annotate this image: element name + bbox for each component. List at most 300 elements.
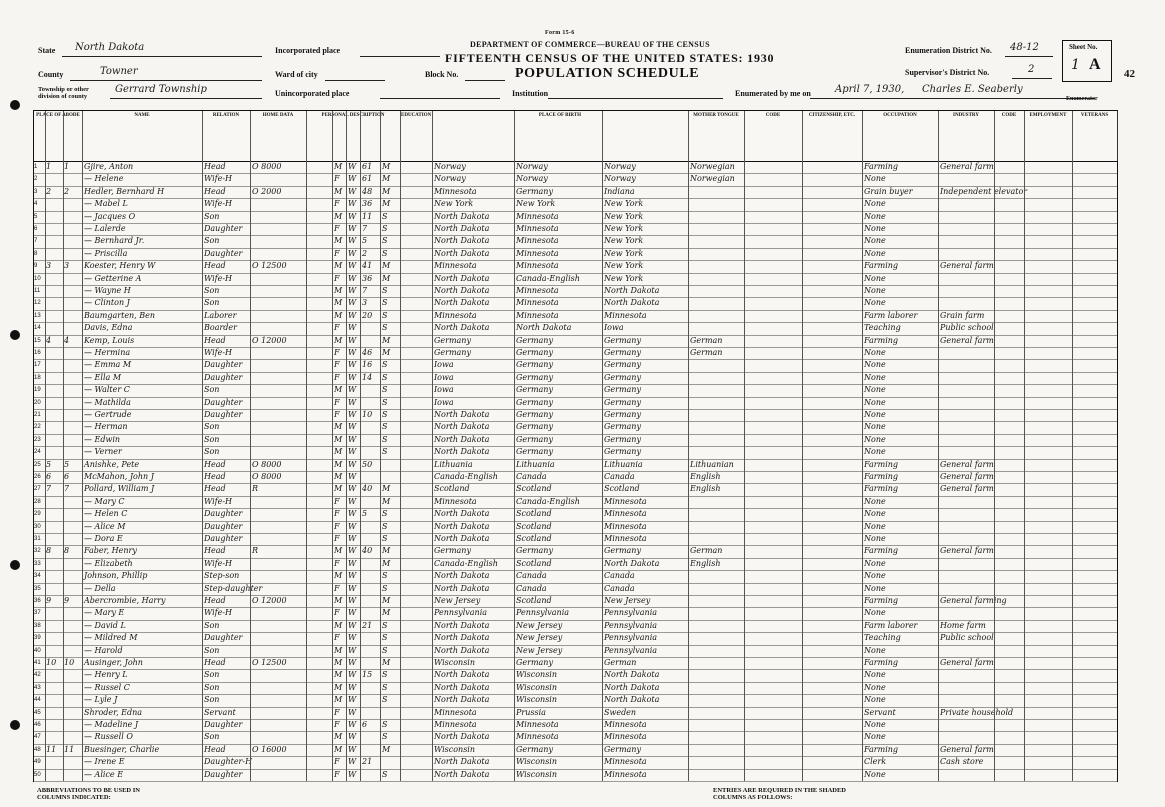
cell-n: 8 bbox=[34, 250, 38, 257]
cell-race: W bbox=[348, 472, 357, 481]
cell-age bbox=[362, 607, 380, 619]
cell-home bbox=[252, 521, 304, 533]
cell-sex: F bbox=[334, 534, 340, 543]
cell-n: 47 bbox=[34, 734, 41, 741]
cell-rel: Son bbox=[204, 211, 220, 221]
table-row bbox=[34, 409, 1117, 422]
enumerator-signature: Charles E. Seaberly bbox=[922, 84, 1023, 95]
cell-ind bbox=[940, 285, 992, 297]
cell-n: 42 bbox=[34, 672, 41, 679]
cell-age: 41 bbox=[362, 261, 373, 271]
sheet-number-box bbox=[1062, 40, 1112, 82]
cell-home bbox=[252, 719, 304, 731]
column-rule bbox=[45, 111, 46, 781]
cell-home bbox=[252, 397, 304, 409]
cell-home bbox=[252, 409, 304, 421]
cell-mbp: New York bbox=[604, 273, 644, 283]
table-row bbox=[34, 297, 1117, 310]
sheet-label: Sheet No. bbox=[1069, 43, 1098, 51]
cell-tongue bbox=[690, 211, 742, 223]
cell-home bbox=[252, 583, 304, 595]
column-rule bbox=[250, 111, 251, 781]
cell-home bbox=[252, 273, 304, 285]
column-rule bbox=[82, 111, 83, 781]
cell-ind bbox=[940, 769, 992, 781]
cell-home bbox=[252, 248, 304, 260]
cell-occ: Farming bbox=[864, 459, 899, 469]
cell-name: — Alice E bbox=[84, 769, 124, 779]
cell-bp: North Dakota bbox=[434, 236, 490, 246]
cell-name: — Helen C bbox=[84, 509, 128, 519]
column-header-label: VETERANS bbox=[1080, 113, 1109, 118]
cell-occ: Teaching bbox=[864, 633, 901, 643]
cell-home bbox=[252, 173, 304, 185]
table-row bbox=[34, 744, 1117, 757]
cell-name: — Bernhard Jr. bbox=[84, 236, 145, 246]
column-rule bbox=[332, 111, 333, 781]
cell-tongue bbox=[690, 223, 742, 235]
cell-ind: Independent elevator bbox=[940, 186, 1028, 196]
cell-n: 6 bbox=[34, 226, 38, 232]
cell-race: W bbox=[348, 360, 357, 370]
cell-n: 5 bbox=[34, 213, 38, 220]
cell-dw bbox=[46, 347, 62, 359]
cell-ind bbox=[940, 694, 992, 706]
cell-home: O 2000 bbox=[252, 186, 282, 196]
cell-fbp: New Jersey bbox=[516, 633, 563, 643]
cell-ind: General farm bbox=[940, 658, 994, 667]
cell-rel: Daughter bbox=[204, 397, 243, 407]
cell-occ: None bbox=[864, 410, 886, 419]
cell-home bbox=[252, 756, 304, 768]
cell-race: W bbox=[348, 620, 357, 630]
cell-dw: 7 bbox=[46, 484, 52, 494]
cell-sex: M bbox=[334, 434, 343, 444]
cell-sex: M bbox=[334, 261, 343, 271]
cell-race: W bbox=[348, 571, 357, 581]
cell-n: 7 bbox=[34, 238, 38, 245]
cell-tongue bbox=[690, 769, 742, 781]
cell-home: O 12000 bbox=[252, 596, 287, 605]
cell-mbp: Norway bbox=[604, 174, 636, 184]
cell-race: W bbox=[348, 521, 357, 531]
cell-n: 21 bbox=[34, 412, 41, 418]
cell-home bbox=[252, 446, 304, 458]
cell-occ: None bbox=[864, 422, 886, 432]
cell-fbp: Minnesota bbox=[516, 732, 559, 742]
cell-mbp: Lithuania bbox=[604, 459, 643, 469]
cell-dw bbox=[46, 756, 62, 768]
column-rule bbox=[380, 111, 381, 781]
cell-occ: None bbox=[864, 769, 886, 779]
cell-tongue bbox=[690, 682, 742, 694]
cell-age bbox=[362, 335, 380, 347]
cell-mar: S bbox=[382, 682, 388, 692]
column-header-label: INDUSTRY bbox=[953, 113, 979, 118]
column-header-label: NAME bbox=[134, 113, 150, 118]
cell-tongue bbox=[690, 496, 742, 508]
cell-n: 12 bbox=[34, 300, 41, 307]
cell-bp: North Dakota bbox=[434, 323, 490, 333]
cell-mbp: Pennsylvania bbox=[604, 633, 658, 643]
cell-dw bbox=[46, 521, 62, 533]
cell-bp: North Dakota bbox=[434, 434, 490, 444]
cell-sex: M bbox=[334, 695, 343, 705]
cell-dw: 10 bbox=[46, 658, 57, 667]
cell-fam bbox=[64, 384, 80, 396]
cell-bp: North Dakota bbox=[434, 620, 490, 630]
cell-fbp: Minnesota bbox=[516, 211, 559, 221]
cell-mar: M bbox=[382, 744, 391, 754]
cell-mbp: North Dakota bbox=[604, 670, 660, 680]
cell-n: 20 bbox=[34, 399, 41, 406]
cell-name: — Harold bbox=[84, 645, 123, 655]
cell-fam bbox=[64, 645, 80, 657]
cell-sex: F bbox=[334, 583, 340, 593]
cell-rel: Wife-H bbox=[204, 273, 233, 283]
column-rule bbox=[994, 111, 995, 781]
cell-mar bbox=[382, 707, 396, 719]
cell-fbp: Germany bbox=[516, 335, 553, 345]
cell-occ: None bbox=[864, 385, 886, 395]
cell-ind: General farming bbox=[940, 596, 1007, 605]
cell-occ: Servant bbox=[864, 707, 896, 717]
cell-dw bbox=[46, 620, 62, 632]
supervisor-label: Supervisor's District No. bbox=[905, 68, 990, 77]
cell-n: 9 bbox=[34, 263, 38, 270]
cell-dw: 3 bbox=[46, 261, 52, 271]
cell-age: 11 bbox=[362, 211, 373, 221]
column-rule bbox=[514, 111, 515, 781]
cell-dw bbox=[46, 731, 62, 743]
cell-mbp: Minnesota bbox=[604, 509, 647, 519]
cell-fam bbox=[64, 397, 80, 409]
cell-name: Abercrombie, Harry bbox=[84, 596, 166, 605]
cell-home bbox=[252, 434, 304, 446]
column-rule bbox=[1072, 111, 1073, 781]
cell-mbp: North Dakota bbox=[604, 695, 660, 705]
county-label: County bbox=[38, 70, 64, 79]
cell-dw bbox=[46, 198, 62, 210]
cell-dw bbox=[46, 211, 62, 223]
cell-ind bbox=[940, 533, 992, 545]
cell-fam bbox=[64, 533, 80, 545]
cell-tongue: German bbox=[690, 335, 723, 345]
cell-rel: Daughter bbox=[204, 720, 243, 729]
township-label: Township or other division of county bbox=[38, 86, 89, 100]
cell-sex: M bbox=[334, 484, 343, 494]
cell-rel: Daughter bbox=[204, 224, 243, 233]
cell-bp: North Dakota bbox=[434, 521, 490, 531]
cell-age: 7 bbox=[362, 224, 368, 233]
county-value: Towner bbox=[100, 66, 138, 77]
cell-dw: 6 bbox=[46, 472, 52, 481]
cell-sex: M bbox=[334, 620, 343, 630]
cell-tongue bbox=[690, 533, 742, 545]
cell-rel: Head bbox=[204, 459, 226, 469]
cell-n: 35 bbox=[34, 585, 41, 592]
cell-bp: Canada-English bbox=[434, 472, 498, 481]
cell-fbp: Germany bbox=[516, 397, 553, 407]
cell-mar: S bbox=[382, 732, 388, 742]
cell-mar: S bbox=[382, 645, 388, 655]
cell-race: W bbox=[348, 633, 357, 643]
cell-race: W bbox=[348, 695, 357, 705]
column-header bbox=[306, 111, 401, 161]
cell-name: Davis, Edna bbox=[84, 323, 133, 333]
cell-n: 44 bbox=[34, 697, 41, 704]
cell-rel: Son bbox=[204, 385, 220, 395]
cell-rel: Son bbox=[204, 236, 220, 246]
cell-fam bbox=[64, 248, 80, 260]
cell-mbp: Scotland bbox=[604, 484, 640, 494]
cell-rel: Head bbox=[204, 546, 226, 556]
cell-mar: S bbox=[382, 571, 388, 581]
cell-ind bbox=[940, 521, 992, 533]
cell-fbp: Germany bbox=[516, 546, 553, 556]
cell-bp: Germany bbox=[434, 335, 471, 345]
cell-home: O 12500 bbox=[252, 261, 287, 271]
punch-hole bbox=[10, 720, 20, 730]
cell-name: McMahon, John J bbox=[84, 472, 154, 481]
cell-occ: None bbox=[864, 720, 886, 729]
cell-occ: Clerk bbox=[864, 757, 887, 767]
table-row bbox=[34, 335, 1117, 348]
cell-fam bbox=[64, 570, 80, 582]
cell-sex: M bbox=[334, 732, 343, 742]
cell-fbp: Germany bbox=[516, 186, 553, 196]
cell-fam bbox=[64, 285, 80, 297]
cell-dw: 11 bbox=[46, 744, 57, 754]
institution-label: Institution bbox=[512, 89, 549, 98]
cell-rel: Daughter bbox=[204, 633, 243, 643]
column-rule bbox=[1024, 111, 1025, 781]
cell-mar: M bbox=[382, 162, 391, 171]
cell-tongue bbox=[690, 322, 742, 334]
cell-age bbox=[362, 496, 380, 508]
cell-fbp: Norway bbox=[516, 174, 548, 184]
cell-name: Kemp, Louis bbox=[84, 335, 135, 345]
cell-mbp: New York bbox=[604, 248, 644, 258]
cell-mbp: Canada bbox=[604, 472, 635, 481]
unincorporated-label: Unincorporated place bbox=[275, 89, 350, 98]
cell-fbp: Germany bbox=[516, 422, 553, 432]
cell-mbp: Minnesota bbox=[604, 534, 647, 543]
cell-fam: 8 bbox=[64, 546, 70, 556]
cell-sex: F bbox=[334, 707, 340, 717]
cell-rel: Head bbox=[204, 162, 226, 171]
column-header bbox=[802, 111, 863, 161]
cell-occ: None bbox=[864, 695, 886, 705]
cell-fam bbox=[64, 731, 80, 743]
cell-tongue: English bbox=[690, 484, 721, 494]
cell-dw bbox=[46, 570, 62, 582]
cell-name: — Emma M bbox=[84, 360, 132, 370]
cell-rel: Daughter bbox=[204, 509, 243, 519]
cell-ind bbox=[940, 248, 992, 260]
cell-sex: F bbox=[334, 496, 340, 506]
cell-name: — Ella M bbox=[84, 372, 122, 382]
cell-dw bbox=[46, 446, 62, 458]
cell-dw bbox=[46, 607, 62, 619]
cell-fam: 2 bbox=[64, 186, 70, 196]
cell-fam bbox=[64, 607, 80, 619]
cell-mar: S bbox=[382, 447, 388, 457]
cell-mar: M bbox=[382, 273, 391, 283]
cell-occ: None bbox=[864, 682, 886, 692]
table-row bbox=[34, 521, 1117, 534]
column-header bbox=[34, 111, 83, 161]
cell-mar: S bbox=[382, 298, 388, 308]
cell-fbp: Germany bbox=[516, 410, 553, 419]
cell-mar: M bbox=[382, 261, 391, 271]
cell-occ: Farming bbox=[864, 744, 899, 754]
cell-name: — Walter C bbox=[84, 385, 130, 395]
cell-age bbox=[362, 434, 380, 446]
cell-tongue bbox=[690, 669, 742, 681]
cell-sex: M bbox=[334, 186, 343, 196]
cell-age: 3 bbox=[362, 298, 368, 308]
cell-n: 15 bbox=[34, 337, 41, 344]
cell-bp: Minnesota bbox=[434, 310, 477, 320]
cell-tongue bbox=[690, 521, 742, 533]
cell-age: 7 bbox=[362, 286, 368, 295]
cell-race: W bbox=[348, 211, 357, 221]
cell-rel: Daughter bbox=[204, 248, 243, 258]
table-row bbox=[34, 645, 1117, 658]
cell-n: 41 bbox=[34, 660, 41, 666]
cell-n: 27 bbox=[34, 486, 41, 493]
cell-fam: 4 bbox=[64, 335, 70, 345]
cell-fam: 10 bbox=[64, 658, 75, 667]
cell-n: 45 bbox=[34, 709, 41, 716]
cell-sex: M bbox=[334, 298, 343, 308]
cell-home: O 8000 bbox=[252, 472, 282, 481]
cell-fbp: Prussia bbox=[516, 707, 546, 717]
table-row bbox=[34, 384, 1117, 397]
cell-ind: General farm bbox=[940, 744, 994, 754]
cell-mar: S bbox=[382, 521, 388, 531]
table-row bbox=[34, 347, 1117, 360]
cell-fbp: Germany bbox=[516, 434, 553, 444]
table-row bbox=[34, 421, 1117, 434]
cell-name: — Mathilda bbox=[84, 397, 131, 407]
cell-occ: None bbox=[864, 534, 886, 543]
table-row bbox=[34, 707, 1117, 720]
cell-n: 25 bbox=[34, 461, 41, 468]
cell-fbp: Minnesota bbox=[516, 310, 559, 320]
cell-home bbox=[252, 297, 304, 309]
cell-ind: Home farm bbox=[940, 620, 986, 630]
cell-name: Baumgarten, Ben bbox=[84, 310, 156, 320]
table-row bbox=[34, 607, 1117, 620]
cell-occ: None bbox=[864, 496, 886, 506]
table-row bbox=[34, 558, 1117, 571]
column-rule bbox=[346, 111, 347, 781]
cell-home bbox=[252, 359, 304, 371]
cell-bp: Germany bbox=[434, 348, 471, 357]
department-line: DEPARTMENT OF COMMERCE—BUREAU OF THE CENSUS bbox=[470, 40, 710, 49]
cell-occ: Farming bbox=[864, 596, 899, 605]
cell-dw bbox=[46, 583, 62, 595]
cell-occ: None bbox=[864, 236, 886, 246]
cell-tongue bbox=[690, 744, 742, 756]
cell-race: W bbox=[348, 261, 357, 271]
cell-sex: M bbox=[334, 670, 343, 680]
cell-race: W bbox=[348, 645, 357, 655]
cell-fam: 5 bbox=[64, 459, 70, 469]
cell-name: — Clinton J bbox=[84, 298, 130, 308]
cell-tongue: Lithuanian bbox=[690, 459, 734, 469]
cell-ind bbox=[940, 496, 992, 508]
cell-bp: North Dakota bbox=[434, 633, 490, 643]
cell-name: — Verner bbox=[84, 447, 122, 457]
cell-n: 36 bbox=[34, 598, 41, 604]
cell-ind: General farm bbox=[940, 472, 994, 481]
cell-rel: Head bbox=[204, 186, 226, 196]
cell-n: 24 bbox=[34, 449, 41, 456]
cell-rel: Boarder bbox=[204, 323, 237, 333]
block-label: Block No. bbox=[425, 70, 459, 79]
cell-mbp: North Dakota bbox=[604, 682, 660, 692]
cell-ind bbox=[940, 372, 992, 384]
cell-bp: North Dakota bbox=[434, 509, 490, 519]
cell-sex: M bbox=[334, 596, 343, 605]
cell-ind: General farm bbox=[940, 261, 994, 271]
cell-ind: General farm bbox=[940, 459, 994, 469]
cell-rel: Servant bbox=[204, 707, 236, 717]
cell-sex: F bbox=[334, 410, 340, 419]
cell-name: — Russell O bbox=[84, 732, 133, 742]
cell-bp: North Dakota bbox=[434, 695, 490, 705]
cell-fam bbox=[64, 421, 80, 433]
cell-fbp: Germany bbox=[516, 360, 553, 370]
cell-mar: M bbox=[382, 596, 391, 605]
table-row bbox=[34, 620, 1117, 633]
cell-sex: M bbox=[334, 162, 343, 171]
cell-sex: F bbox=[334, 372, 340, 382]
cell-occ: None bbox=[864, 224, 886, 233]
cell-name: Faber, Henry bbox=[84, 546, 137, 556]
cell-fam: 1 bbox=[64, 162, 70, 171]
cell-race: W bbox=[348, 162, 357, 171]
supervisor-value: 2 bbox=[1028, 64, 1035, 75]
cell-dw: 4 bbox=[46, 335, 52, 345]
cell-bp: New York bbox=[434, 199, 474, 209]
cell-dw bbox=[46, 558, 62, 570]
cell-occ: None bbox=[864, 645, 886, 655]
cell-race: W bbox=[348, 348, 357, 357]
column-header-label: PLACE OF ABODE bbox=[36, 113, 80, 118]
cell-tongue: Norwegian bbox=[690, 174, 735, 184]
cell-n: 28 bbox=[34, 498, 41, 505]
cell-ind bbox=[940, 682, 992, 694]
cell-ind bbox=[940, 235, 992, 247]
cell-n: 26 bbox=[34, 474, 41, 480]
cell-mar: M bbox=[382, 199, 391, 209]
cell-home bbox=[252, 645, 304, 657]
cell-race: W bbox=[348, 248, 357, 258]
column-header bbox=[202, 111, 251, 161]
cell-mbp: New York bbox=[604, 199, 644, 209]
cell-rel: Son bbox=[204, 286, 220, 295]
cell-dw bbox=[46, 372, 62, 384]
cell-sex: F bbox=[334, 360, 340, 370]
cell-race: W bbox=[348, 658, 357, 667]
cell-race: W bbox=[348, 534, 357, 543]
cell-home bbox=[252, 223, 304, 235]
cell-ind: General farm bbox=[940, 484, 994, 494]
